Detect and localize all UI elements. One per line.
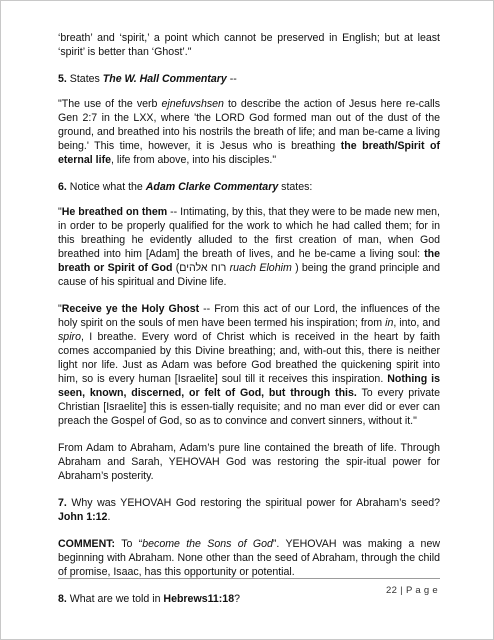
question-7: 7. Why was YEHOVAH God restoring the spiritual power for Abraham’s seed? John 1:12. <box>58 497 440 523</box>
clarke-quote-paragraph-2: "Receive ye the Holy Ghost -- From this act of our Lord, the influences of the holy spirit on the souls of men have been termed his inspiration; from in, into, and spiro, I breathe. Every word of Christ which is received in the heart by faith comes accompanied by this Divine breathing; and, with-out this, there is neither light nor life. Just as Adam was before God breathed the quickening spirit into him, so is every human [Israelite] soul till it receives this inspiration. Nothing is seen, known, discerned, or felt of God, but through this. To every private Christian [Israelite] this is essen-tially requisite; and no man ever did or ever can preach the Gospel of God, so as to convince and convert sinners, without it." <box>58 303 441 427</box>
footer-divider <box>58 578 440 579</box>
source-title: Adam Clarke Commentary <box>145 181 279 193</box>
question-number: 5. <box>58 73 67 85</box>
page-footer <box>386 585 438 596</box>
clarke-quote-paragraph-1: "He breathed on them -- Intimating, by this, that they were to be made new men, in order to be properly qualified for the work to which he had called them; for in this breathing he evidently alluded to the first creation of man, when God breathed into him [Adam] the breath of lives, and he be-came a living soul: the breath or Spirit of God (רוח אלהים ruach Elohim ) being the grand principle and cause of his spiritual and Divine life. <box>58 206 440 288</box>
scripture-reference: John 1:12 <box>58 511 108 523</box>
question-number: 6. <box>58 181 67 193</box>
comment-label: COMMENT: <box>58 538 116 550</box>
adam-abraham-paragraph: From Adam to Abraham, Adam’s pure line contained the breath of life. Through Abraham and Sarah, YEHOVAH God was restoring the spir-itual power for Abraham’s posterity. <box>58 442 440 482</box>
scripture-reference: Hebrews11:18 <box>163 593 235 605</box>
source-title: The W. Hall Commentary <box>102 73 227 85</box>
page-body <box>58 31 440 619</box>
hebrew-text: רוח אלהים <box>179 262 227 274</box>
intro-paragraph: ‘breath’ and ‘spirit,’ a point which cannot be preserved in English; but at least ‘spirit’ is better than ‘Ghost’." <box>58 32 440 58</box>
footer-separator: | <box>400 585 403 596</box>
question-5: 5. States The W. Hall Commentary -- <box>58 73 237 85</box>
question-number: 7. <box>58 497 67 509</box>
question-number: 8. <box>58 593 67 605</box>
question-6: 6. Notice what the Adam Clarke Commentary states: <box>58 181 313 193</box>
hall-quote-paragraph: "The use of the verb ejnefuvshsen to describe the action of Jesus here re-calls Gen 2:7 in the LXX, where 'the LORD God formed man out of the dust of the ground, and breathed into his nostrils the breath of life; and man be-came a living being.' This time, however, it is Jesus who is breathing the breath/Spirit of eternal life, life from above, into his disciples." <box>58 98 440 166</box>
question-8: 8. What are we told in Hebrews11:18? <box>58 593 240 605</box>
page-label: P a g e <box>405 585 438 596</box>
comment-paragraph: COMMENT: To “become the Sons of God”. YEHOVAH was making a new beginning with Abraham. None other than the seed of Abraham, through the child of promise, Isaac, has this opportunity or potential. <box>58 538 440 578</box>
page-number: 22 <box>386 585 398 596</box>
